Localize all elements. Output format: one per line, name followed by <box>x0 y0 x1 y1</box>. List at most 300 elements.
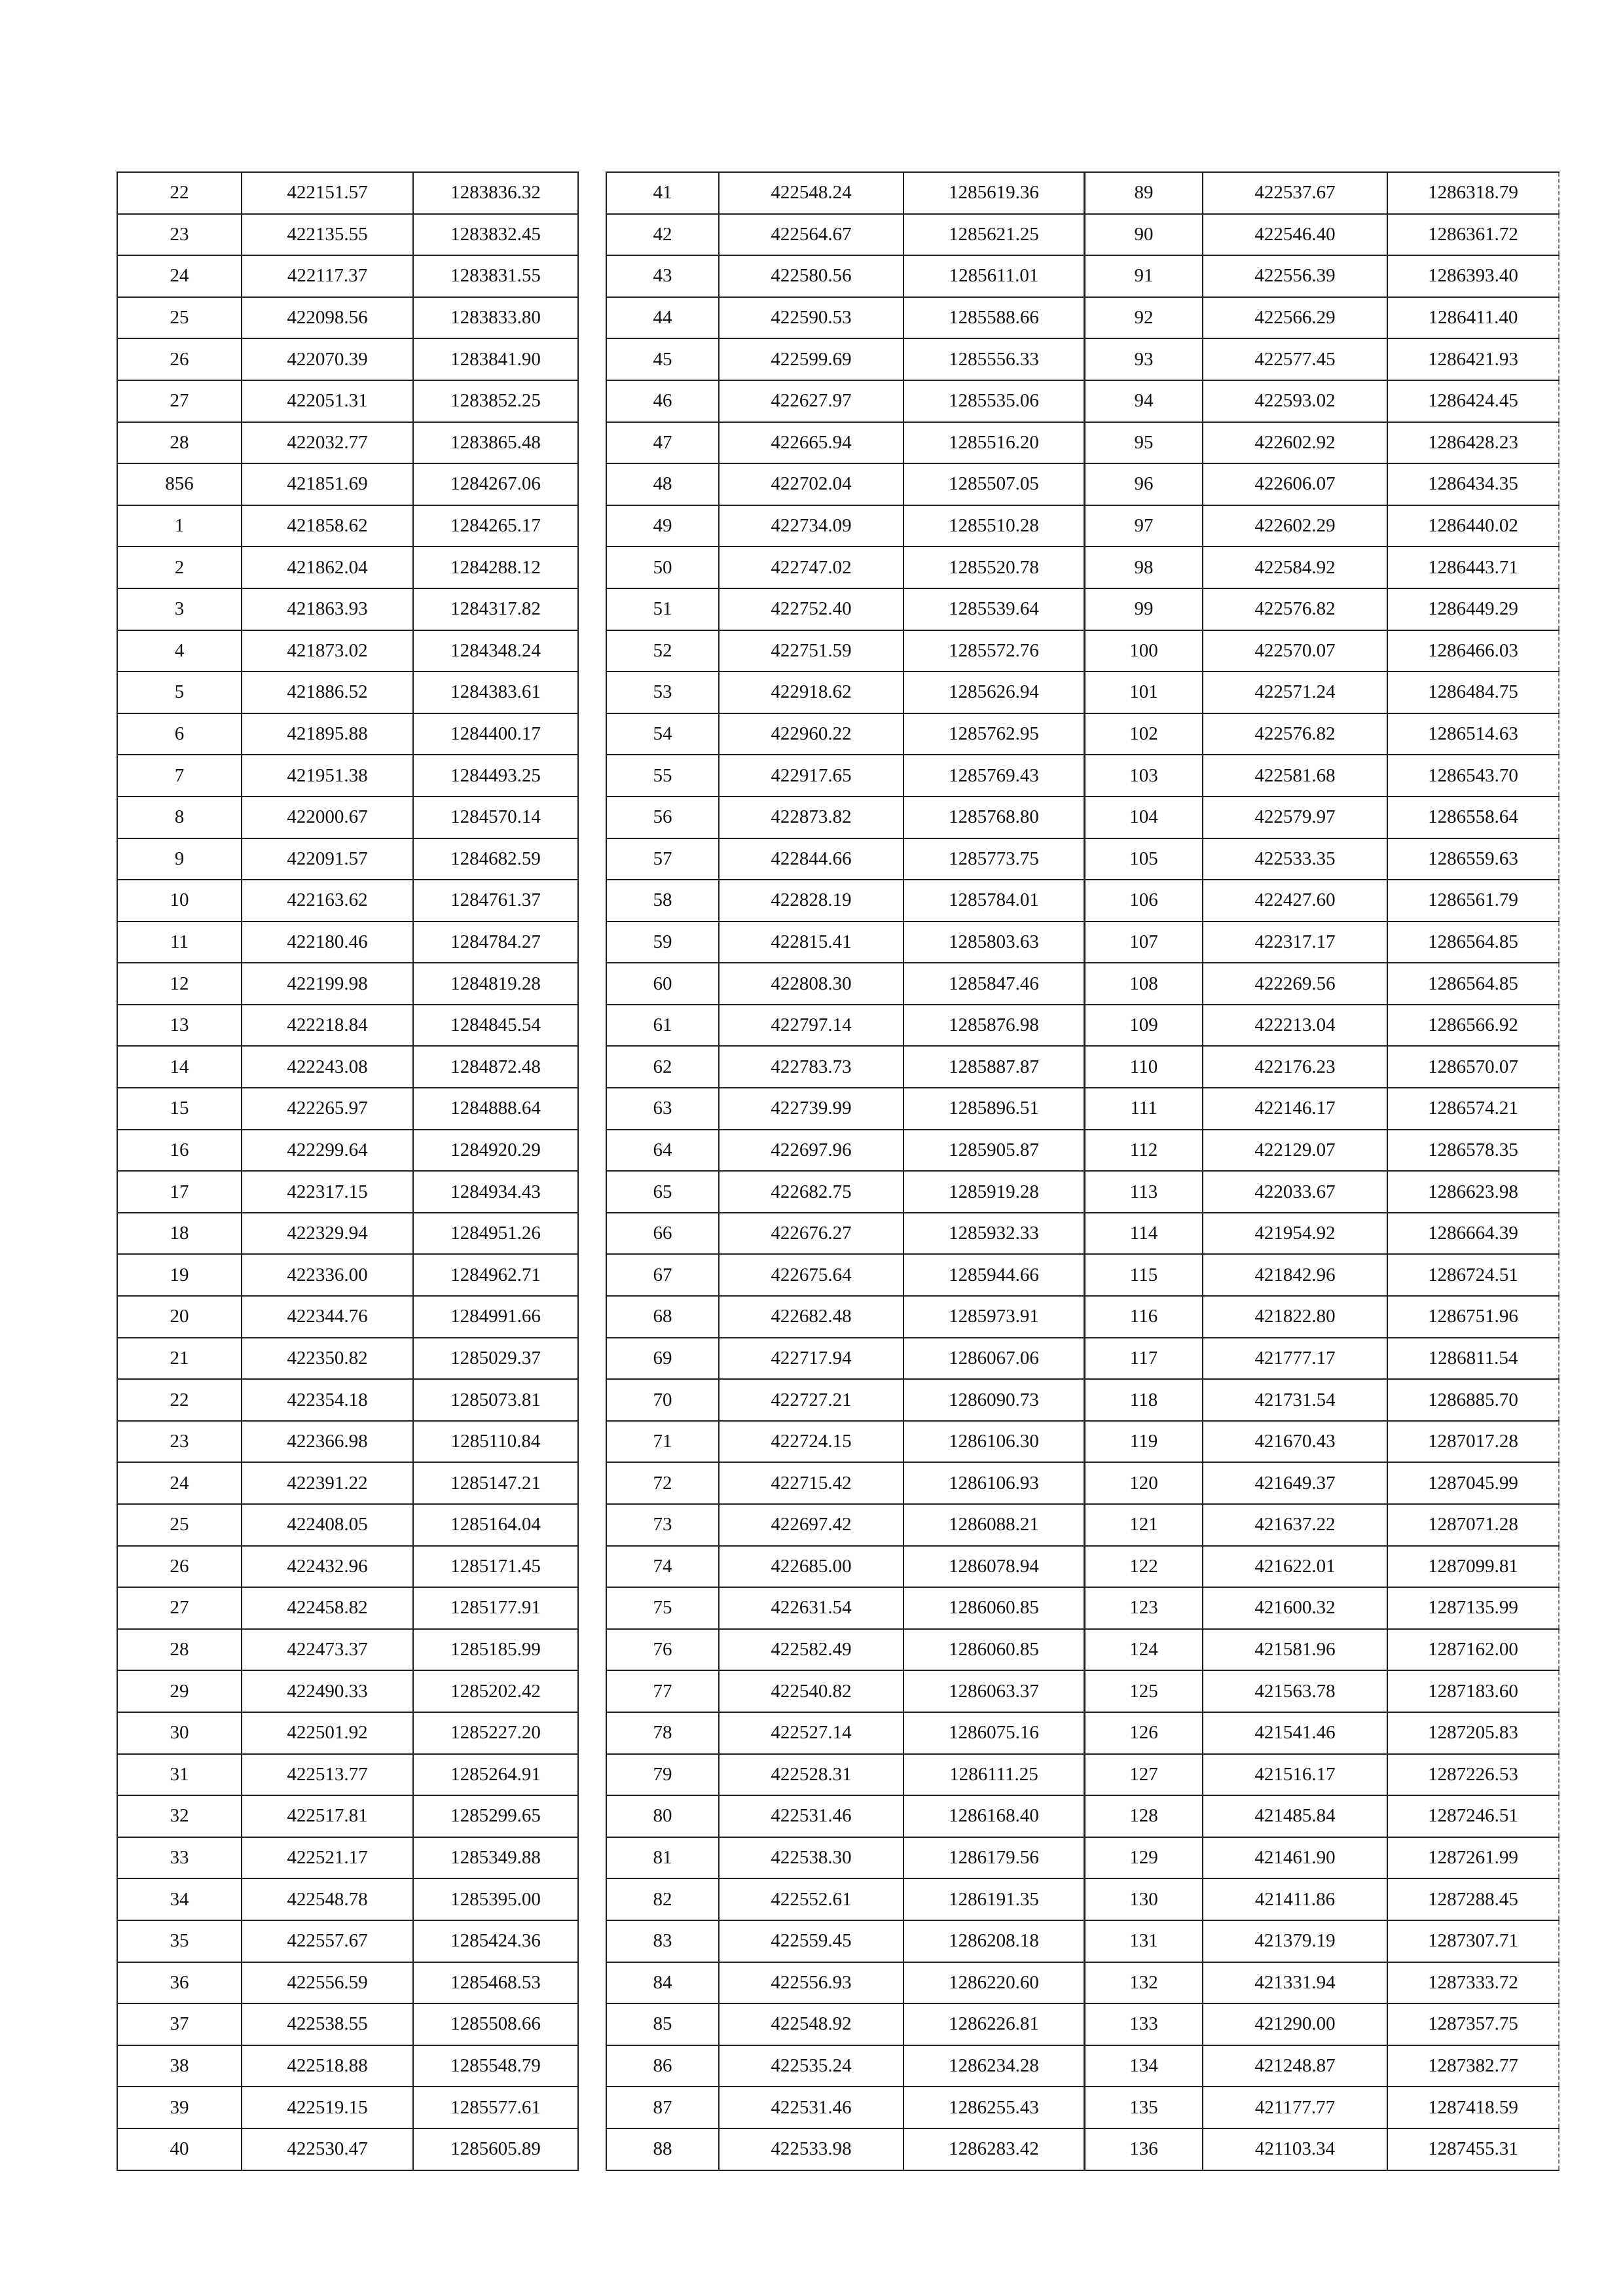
point-number-cell: 82 <box>606 1878 719 1920</box>
table-row <box>606 1837 1084 1879</box>
table-row <box>1085 1962 1559 2004</box>
y-coordinate-cell: 1285535.06 <box>903 380 1084 422</box>
x-coordinate-cell: 422432.96 <box>242 1546 413 1588</box>
point-number-cell: 44 <box>606 297 719 339</box>
point-number-cell: 53 <box>606 672 719 713</box>
x-coordinate-cell: 422682.48 <box>719 1296 903 1338</box>
x-coordinate-cell: 422602.29 <box>1203 505 1387 547</box>
y-coordinate-cell: 1286179.56 <box>903 1837 1084 1879</box>
point-number-cell: 43 <box>606 255 719 297</box>
table-row <box>606 1213 1084 1255</box>
x-coordinate-cell: 422032.77 <box>242 422 413 464</box>
x-coordinate-cell: 422151.57 <box>242 172 413 214</box>
y-coordinate-cell: 1284951.26 <box>413 1213 578 1255</box>
point-number-cell: 28 <box>117 422 242 464</box>
x-coordinate-cell: 422521.17 <box>242 1837 413 1879</box>
y-coordinate-cell: 1284267.06 <box>413 463 578 505</box>
x-coordinate-cell: 422599.69 <box>719 338 903 380</box>
x-coordinate-cell: 422685.00 <box>719 1546 903 1588</box>
table-row <box>117 463 578 505</box>
table-row <box>1085 1754 1559 1796</box>
y-coordinate-cell: 1286443.71 <box>1387 547 1559 588</box>
point-number-cell: 25 <box>117 297 242 339</box>
table-row <box>117 1795 578 1837</box>
point-number-cell: 63 <box>606 1088 719 1130</box>
y-coordinate-cell: 1284317.82 <box>413 588 578 630</box>
x-coordinate-cell: 422528.31 <box>719 1754 903 1796</box>
table-row <box>1085 1546 1559 1588</box>
point-number-cell: 75 <box>606 1587 719 1629</box>
y-coordinate-cell: 1287261.99 <box>1387 1837 1559 1879</box>
y-coordinate-cell: 1286393.40 <box>1387 255 1559 297</box>
x-coordinate-cell: 422366.98 <box>242 1421 413 1463</box>
x-coordinate-cell: 422519.15 <box>242 2087 413 2128</box>
table-row <box>606 1546 1084 1588</box>
point-number-cell: 105 <box>1085 838 1203 880</box>
x-coordinate-cell: 422960.22 <box>719 713 903 755</box>
y-coordinate-cell: 1286724.51 <box>1387 1254 1559 1296</box>
point-number-cell: 106 <box>1085 880 1203 922</box>
y-coordinate-cell: 1286078.94 <box>903 1546 1084 1588</box>
x-coordinate-cell: 422627.97 <box>719 380 903 422</box>
table-row <box>606 1629 1084 1671</box>
y-coordinate-cell: 1286424.45 <box>1387 380 1559 422</box>
y-coordinate-cell: 1287288.45 <box>1387 1878 1559 1920</box>
point-number-cell: 81 <box>606 1837 719 1879</box>
point-number-cell: 54 <box>606 713 719 755</box>
y-coordinate-cell: 1285887.87 <box>903 1046 1084 1088</box>
table-row <box>117 297 578 339</box>
table-row <box>117 338 578 380</box>
x-coordinate-cell: 422527.14 <box>719 1712 903 1754</box>
point-number-cell: 62 <box>606 1046 719 1088</box>
table-row <box>117 1629 578 1671</box>
table-row <box>606 1962 1084 2004</box>
table-row <box>117 1837 578 1879</box>
table-row <box>1085 214 1559 256</box>
point-number-cell: 47 <box>606 422 719 464</box>
x-coordinate-cell: 422163.62 <box>242 880 413 922</box>
y-coordinate-cell: 1284872.48 <box>413 1046 578 1088</box>
point-number-cell: 27 <box>117 1587 242 1629</box>
x-coordinate-cell: 422391.22 <box>242 1462 413 1504</box>
y-coordinate-cell: 1286564.85 <box>1387 963 1559 1005</box>
y-coordinate-cell: 1284265.17 <box>413 505 578 547</box>
table-row <box>606 1130 1084 1172</box>
x-coordinate-cell: 421103.34 <box>1203 2128 1387 2170</box>
coordinate-table-1 <box>117 171 579 2171</box>
x-coordinate-cell: 421485.84 <box>1203 1795 1387 1837</box>
table-row <box>117 1296 578 1338</box>
point-number-cell: 91 <box>1085 255 1203 297</box>
x-coordinate-cell: 422344.76 <box>242 1296 413 1338</box>
point-number-cell: 112 <box>1085 1130 1203 1172</box>
y-coordinate-cell: 1287307.71 <box>1387 1920 1559 1962</box>
x-coordinate-cell: 422556.59 <box>242 1962 413 2004</box>
table-row <box>1085 1920 1559 1962</box>
point-number-cell: 98 <box>1085 547 1203 588</box>
table-row <box>1085 1712 1559 1754</box>
table-row <box>1085 1213 1559 1255</box>
point-number-cell: 64 <box>606 1130 719 1172</box>
x-coordinate-cell: 422552.61 <box>719 1878 903 1920</box>
y-coordinate-cell: 1285516.20 <box>903 422 1084 464</box>
point-number-cell: 13 <box>117 1005 242 1047</box>
x-coordinate-cell: 422676.27 <box>719 1213 903 1255</box>
x-coordinate-cell: 421649.37 <box>1203 1462 1387 1504</box>
y-coordinate-cell: 1285944.66 <box>903 1254 1084 1296</box>
y-coordinate-cell: 1283841.90 <box>413 338 578 380</box>
point-number-cell: 50 <box>606 547 719 588</box>
x-coordinate-cell: 422530.47 <box>242 2128 413 2170</box>
point-number-cell: 29 <box>117 1670 242 1712</box>
x-coordinate-cell: 422584.92 <box>1203 547 1387 588</box>
x-coordinate-cell: 421331.94 <box>1203 1962 1387 2004</box>
x-coordinate-cell: 422559.45 <box>719 1920 903 1962</box>
point-number-cell: 34 <box>117 1878 242 1920</box>
table-row <box>1085 672 1559 713</box>
y-coordinate-cell: 1285762.95 <box>903 713 1084 755</box>
y-coordinate-cell: 1287455.31 <box>1387 2128 1559 2170</box>
x-coordinate-cell: 422571.24 <box>1203 672 1387 713</box>
y-coordinate-cell: 1285905.87 <box>903 1130 1084 1172</box>
x-coordinate-cell: 421951.38 <box>242 755 413 797</box>
point-number-cell: 26 <box>117 338 242 380</box>
x-coordinate-cell: 421541.46 <box>1203 1712 1387 1754</box>
table-row <box>606 1088 1084 1130</box>
table-row <box>606 630 1084 672</box>
y-coordinate-cell: 1287045.99 <box>1387 1462 1559 1504</box>
y-coordinate-cell: 1285626.94 <box>903 672 1084 713</box>
point-number-cell: 40 <box>117 2128 242 2170</box>
table-row <box>1085 255 1559 297</box>
x-coordinate-cell: 422000.67 <box>242 797 413 838</box>
y-coordinate-cell: 1283833.80 <box>413 297 578 339</box>
y-coordinate-cell: 1286283.42 <box>903 2128 1084 2170</box>
point-number-cell: 31 <box>117 1754 242 1796</box>
point-number-cell: 113 <box>1085 1171 1203 1213</box>
y-coordinate-cell: 1284784.27 <box>413 922 578 963</box>
y-coordinate-cell: 1285932.33 <box>903 1213 1084 1255</box>
point-number-cell: 111 <box>1085 1088 1203 1130</box>
point-number-cell: 135 <box>1085 2087 1203 2128</box>
point-number-cell: 856 <box>117 463 242 505</box>
point-number-cell: 65 <box>606 1171 719 1213</box>
table-row <box>606 880 1084 922</box>
y-coordinate-cell: 1287246.51 <box>1387 1795 1559 1837</box>
x-coordinate-cell: 422408.05 <box>242 1504 413 1546</box>
y-coordinate-cell: 1286440.02 <box>1387 505 1559 547</box>
x-coordinate-cell: 422557.67 <box>242 1920 413 1962</box>
x-coordinate-cell: 422533.98 <box>719 2128 903 2170</box>
y-coordinate-cell: 1287162.00 <box>1387 1629 1559 1671</box>
table-row <box>117 1712 578 1754</box>
y-coordinate-cell: 1284920.29 <box>413 1130 578 1172</box>
table-row <box>117 755 578 797</box>
point-number-cell: 129 <box>1085 1837 1203 1879</box>
table-row <box>1085 922 1559 963</box>
table-row <box>606 1670 1084 1712</box>
x-coordinate-cell: 422317.17 <box>1203 922 1387 963</box>
table-row <box>606 1254 1084 1296</box>
point-number-cell: 18 <box>117 1213 242 1255</box>
point-number-cell: 20 <box>117 1296 242 1338</box>
table-row <box>606 1171 1084 1213</box>
point-number-cell: 124 <box>1085 1629 1203 1671</box>
table-row <box>1085 172 1559 214</box>
table-row <box>1085 2045 1559 2087</box>
y-coordinate-cell: 1286234.28 <box>903 2045 1084 2087</box>
x-coordinate-cell: 422537.67 <box>1203 172 1387 214</box>
table-row <box>1085 588 1559 630</box>
x-coordinate-cell: 422548.92 <box>719 2003 903 2045</box>
point-number-cell: 49 <box>606 505 719 547</box>
point-number-cell: 136 <box>1085 2128 1203 2170</box>
point-number-cell: 39 <box>117 2087 242 2128</box>
x-coordinate-cell: 422135.55 <box>242 214 413 256</box>
x-coordinate-cell: 422213.04 <box>1203 1005 1387 1047</box>
x-coordinate-cell: 421822.80 <box>1203 1296 1387 1338</box>
table-row <box>117 255 578 297</box>
point-number-cell: 46 <box>606 380 719 422</box>
table-row <box>117 1587 578 1629</box>
x-coordinate-cell: 422783.73 <box>719 1046 903 1088</box>
y-coordinate-cell: 1285299.65 <box>413 1795 578 1837</box>
point-number-cell: 24 <box>117 255 242 297</box>
table-row <box>1085 797 1559 838</box>
point-number-cell: 109 <box>1085 1005 1203 1047</box>
y-coordinate-cell: 1284761.37 <box>413 880 578 922</box>
y-coordinate-cell: 1286067.06 <box>903 1338 1084 1380</box>
y-coordinate-cell: 1287357.75 <box>1387 2003 1559 2045</box>
table-row <box>117 1171 578 1213</box>
coordinate-table-3 <box>1084 171 1559 2171</box>
x-coordinate-cell: 422606.07 <box>1203 463 1387 505</box>
y-coordinate-cell: 1286466.03 <box>1387 630 1559 672</box>
point-number-cell: 116 <box>1085 1296 1203 1338</box>
x-coordinate-cell: 422299.64 <box>242 1130 413 1172</box>
table-row <box>117 1379 578 1421</box>
x-coordinate-cell: 422546.40 <box>1203 214 1387 256</box>
table-row <box>117 214 578 256</box>
x-coordinate-cell: 422576.82 <box>1203 713 1387 755</box>
table-row <box>606 1712 1084 1754</box>
point-number-cell: 122 <box>1085 1546 1203 1588</box>
point-number-cell: 8 <box>117 797 242 838</box>
table-row <box>117 1213 578 1255</box>
y-coordinate-cell: 1285556.33 <box>903 338 1084 380</box>
x-coordinate-cell: 422538.55 <box>242 2003 413 2045</box>
table-row <box>1085 1462 1559 1504</box>
y-coordinate-cell: 1284570.14 <box>413 797 578 838</box>
table-row <box>117 2045 578 2087</box>
x-coordinate-cell: 422717.94 <box>719 1338 903 1380</box>
table-row <box>1085 297 1559 339</box>
point-number-cell: 48 <box>606 463 719 505</box>
x-coordinate-cell: 421581.96 <box>1203 1629 1387 1671</box>
y-coordinate-cell: 1285507.05 <box>903 463 1084 505</box>
y-coordinate-cell: 1285769.43 <box>903 755 1084 797</box>
point-number-cell: 90 <box>1085 214 1203 256</box>
table-row <box>606 297 1084 339</box>
x-coordinate-cell: 421177.77 <box>1203 2087 1387 2128</box>
table-row <box>606 505 1084 547</box>
table-row <box>606 2045 1084 2087</box>
point-number-cell: 14 <box>117 1046 242 1088</box>
y-coordinate-cell: 1286090.73 <box>903 1379 1084 1421</box>
point-number-cell: 121 <box>1085 1504 1203 1546</box>
table-row <box>1085 1629 1559 1671</box>
y-coordinate-cell: 1287099.81 <box>1387 1546 1559 1588</box>
table-row <box>1085 2087 1559 2128</box>
y-coordinate-cell: 1287135.99 <box>1387 1587 1559 1629</box>
y-coordinate-cell: 1284991.66 <box>413 1296 578 1338</box>
y-coordinate-cell: 1284288.12 <box>413 547 578 588</box>
y-coordinate-cell: 1285185.99 <box>413 1629 578 1671</box>
table-row <box>117 1005 578 1047</box>
y-coordinate-cell: 1285510.28 <box>903 505 1084 547</box>
x-coordinate-cell: 422518.88 <box>242 2045 413 2087</box>
y-coordinate-cell: 1285973.91 <box>903 1296 1084 1338</box>
y-coordinate-cell: 1286566.92 <box>1387 1005 1559 1047</box>
x-coordinate-cell: 422070.39 <box>242 338 413 380</box>
point-number-cell: 114 <box>1085 1213 1203 1255</box>
y-coordinate-cell: 1285177.91 <box>413 1587 578 1629</box>
point-number-cell: 27 <box>117 380 242 422</box>
point-number-cell: 102 <box>1085 713 1203 755</box>
y-coordinate-cell: 1286428.23 <box>1387 422 1559 464</box>
table-row <box>606 2128 1084 2170</box>
table-row <box>117 547 578 588</box>
y-coordinate-cell: 1283852.25 <box>413 380 578 422</box>
x-coordinate-cell: 422577.45 <box>1203 338 1387 380</box>
y-coordinate-cell: 1285588.66 <box>903 297 1084 339</box>
x-coordinate-cell: 422724.15 <box>719 1421 903 1463</box>
y-coordinate-cell: 1287071.28 <box>1387 1504 1559 1546</box>
table-row <box>117 1962 578 2004</box>
y-coordinate-cell: 1286411.40 <box>1387 297 1559 339</box>
x-coordinate-cell: 422129.07 <box>1203 1130 1387 1172</box>
y-coordinate-cell: 1286514.63 <box>1387 713 1559 755</box>
y-coordinate-cell: 1285773.75 <box>903 838 1084 880</box>
y-coordinate-cell: 1285803.63 <box>903 922 1084 963</box>
table-row <box>1085 1005 1559 1047</box>
y-coordinate-cell: 1284493.25 <box>413 755 578 797</box>
table-row <box>606 338 1084 380</box>
table-row <box>1085 1254 1559 1296</box>
y-coordinate-cell: 1286060.85 <box>903 1629 1084 1671</box>
table-row <box>117 1254 578 1296</box>
table-row <box>117 588 578 630</box>
point-number-cell: 7 <box>117 755 242 797</box>
x-coordinate-cell: 422675.64 <box>719 1254 903 1296</box>
y-coordinate-cell: 1286578.35 <box>1387 1130 1559 1172</box>
table-row <box>606 1795 1084 1837</box>
y-coordinate-cell: 1284348.24 <box>413 630 578 672</box>
table-row <box>1085 1504 1559 1546</box>
point-number-cell: 133 <box>1085 2003 1203 2045</box>
x-coordinate-cell: 422098.56 <box>242 297 413 339</box>
y-coordinate-cell: 1286751.96 <box>1387 1296 1559 1338</box>
x-coordinate-cell: 422797.14 <box>719 1005 903 1047</box>
point-number-cell: 45 <box>606 338 719 380</box>
point-number-cell: 35 <box>117 1920 242 1962</box>
y-coordinate-cell: 1287205.83 <box>1387 1712 1559 1754</box>
y-coordinate-cell: 1285876.98 <box>903 1005 1084 1047</box>
point-number-cell: 134 <box>1085 2045 1203 2087</box>
x-coordinate-cell: 422091.57 <box>242 838 413 880</box>
point-number-cell: 25 <box>117 1504 242 1546</box>
table-row <box>606 463 1084 505</box>
table-row <box>1085 713 1559 755</box>
x-coordinate-cell: 421622.01 <box>1203 1546 1387 1588</box>
x-coordinate-cell: 421461.90 <box>1203 1837 1387 1879</box>
y-coordinate-cell: 1286449.29 <box>1387 588 1559 630</box>
y-coordinate-cell: 1285768.80 <box>903 797 1084 838</box>
table-row <box>606 963 1084 1005</box>
point-number-cell: 67 <box>606 1254 719 1296</box>
x-coordinate-cell: 422329.94 <box>242 1213 413 1255</box>
point-number-cell: 60 <box>606 963 719 1005</box>
y-coordinate-cell: 1285227.20 <box>413 1712 578 1754</box>
table-row <box>1085 1338 1559 1380</box>
table-row <box>1085 1379 1559 1421</box>
y-coordinate-cell: 1286060.85 <box>903 1587 1084 1629</box>
y-coordinate-cell: 1285605.89 <box>413 2128 578 2170</box>
table-row <box>117 1130 578 1172</box>
point-number-cell: 130 <box>1085 1878 1203 1920</box>
x-coordinate-cell: 422564.67 <box>719 214 903 256</box>
x-coordinate-cell: 422579.97 <box>1203 797 1387 838</box>
x-coordinate-cell: 422697.96 <box>719 1130 903 1172</box>
table-row <box>1085 422 1559 464</box>
x-coordinate-cell: 422727.21 <box>719 1379 903 1421</box>
point-number-cell: 78 <box>606 1712 719 1754</box>
table-row <box>1085 1296 1559 1338</box>
point-number-cell: 23 <box>117 1421 242 1463</box>
x-coordinate-cell: 421563.78 <box>1203 1670 1387 1712</box>
point-number-cell: 95 <box>1085 422 1203 464</box>
point-number-cell: 107 <box>1085 922 1203 963</box>
x-coordinate-cell: 422533.35 <box>1203 838 1387 880</box>
x-coordinate-cell: 422535.24 <box>719 2045 903 2087</box>
point-number-cell: 19 <box>117 1254 242 1296</box>
point-number-cell: 30 <box>117 1712 242 1754</box>
y-coordinate-cell: 1286484.75 <box>1387 672 1559 713</box>
point-number-cell: 6 <box>117 713 242 755</box>
x-coordinate-cell: 422582.49 <box>719 1629 903 1671</box>
table-row <box>1085 1130 1559 1172</box>
x-coordinate-cell: 422269.56 <box>1203 963 1387 1005</box>
y-coordinate-cell: 1286255.43 <box>903 2087 1084 2128</box>
table-row <box>606 422 1084 464</box>
point-number-cell: 76 <box>606 1629 719 1671</box>
x-coordinate-cell: 422581.68 <box>1203 755 1387 797</box>
x-coordinate-cell: 421863.93 <box>242 588 413 630</box>
point-number-cell: 96 <box>1085 463 1203 505</box>
table-row <box>606 1754 1084 1796</box>
point-number-cell: 127 <box>1085 1754 1203 1796</box>
table-row <box>606 1379 1084 1421</box>
table-row <box>1085 2128 1559 2170</box>
y-coordinate-cell: 1287333.72 <box>1387 1962 1559 2004</box>
x-coordinate-cell: 422336.00 <box>242 1254 413 1296</box>
point-number-cell: 80 <box>606 1795 719 1837</box>
x-coordinate-cell: 422538.30 <box>719 1837 903 1879</box>
y-coordinate-cell: 1286558.64 <box>1387 797 1559 838</box>
x-coordinate-cell: 422918.62 <box>719 672 903 713</box>
y-coordinate-cell: 1286559.63 <box>1387 838 1559 880</box>
